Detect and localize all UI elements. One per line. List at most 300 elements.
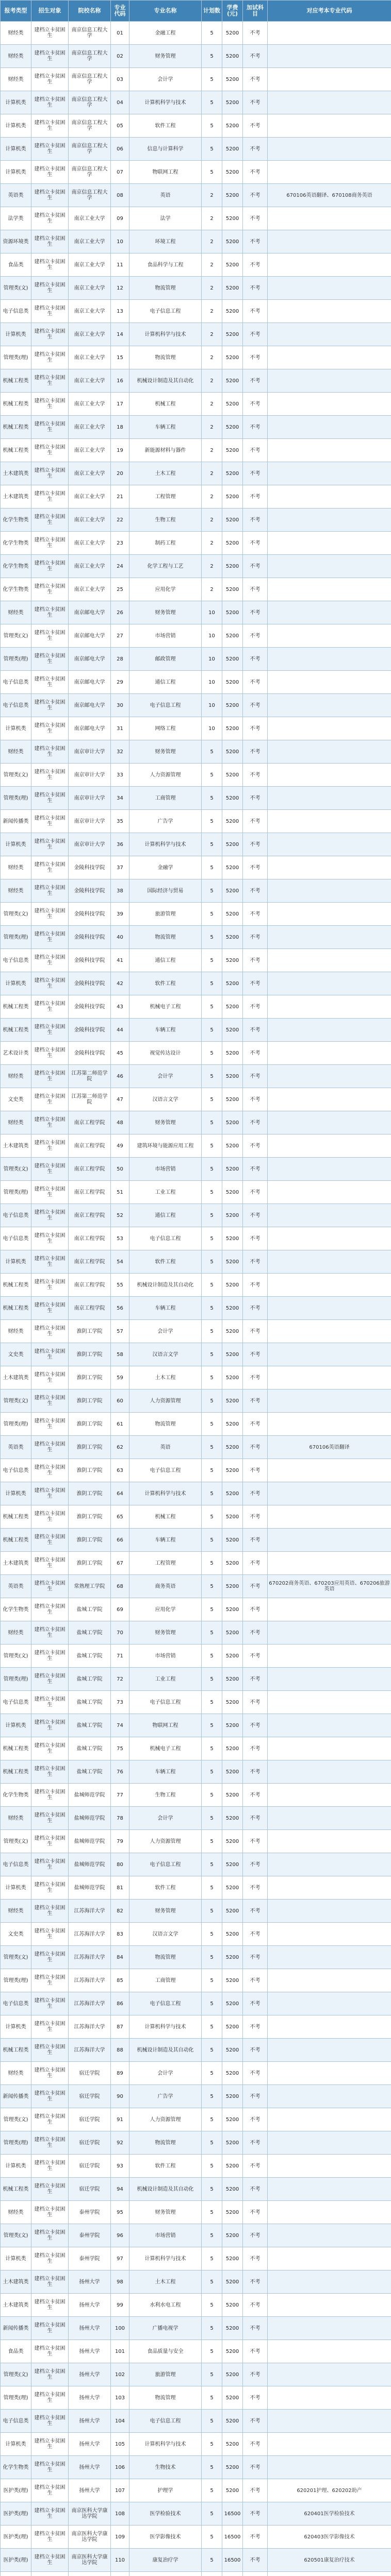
cell-category: 计算机类 (1, 717, 31, 740)
cell-category: 化学生物类 (1, 578, 31, 601)
cell-exam: 不考 (243, 1389, 268, 1413)
cell-tuition: 5200 (222, 2456, 243, 2479)
cell-exam: 不考 (243, 2224, 268, 2247)
table-row (1, 1204, 391, 1227)
cell-tuition: 5200 (222, 717, 243, 740)
cell-plan: 5 (202, 1575, 222, 1598)
cell-major-name: 会计学 (129, 2062, 202, 2085)
cell-tuition: 5200 (222, 2433, 243, 2456)
cell-major-name: 物流管理 (129, 2131, 202, 2155)
cell-tuition: 5200 (222, 300, 243, 323)
cell-major-code: 10 (111, 230, 129, 253)
table-row (1, 2270, 391, 2294)
cell-major-name: 网络工程 (129, 717, 202, 740)
cell-major-code: 05 (111, 114, 129, 138)
cell-major-name: 车辆工程 (129, 1297, 202, 1320)
cell-plan: 2 (202, 323, 222, 346)
table-row (1, 2410, 391, 2433)
cell-major-code: 110 (111, 2549, 129, 2572)
cell-exam-code (268, 2015, 391, 2039)
cell-target: 建档立卡贫困生 (31, 2433, 69, 2456)
cell-major-code: 34 (111, 787, 129, 810)
cell-school: 扬州大学 (69, 2456, 111, 2479)
cell-school: 淮阴工学院 (69, 1320, 111, 1343)
cell-target: 建档立卡贫困生 (31, 926, 69, 949)
cell-exam: 不考 (243, 1158, 268, 1181)
cell-major-name: 工商管理 (129, 1969, 202, 1992)
cell-major-code: 66 (111, 1529, 129, 1552)
table-row (1, 323, 391, 346)
cell-target: 建档立卡贫困生 (31, 91, 69, 114)
cell-school: 南京工程学院 (69, 1250, 111, 1274)
cell-exam: 不考 (243, 1830, 268, 1853)
cell-school: 淮阴工学院 (69, 1459, 111, 1482)
cell-plan: 2 (202, 578, 222, 601)
cell-major-name: 人力资源管理 (129, 1389, 202, 1413)
cell-exam: 不考 (243, 949, 268, 972)
cell-school: 江苏海洋大学 (69, 1969, 111, 1992)
cell-school: 盐城工学院 (69, 1737, 111, 1760)
cell-exam: 不考 (243, 1807, 268, 1830)
cell-major-code: 79 (111, 1830, 129, 1853)
cell-target: 建档立卡贫困生 (31, 22, 69, 45)
cell-category: 电子信息类 (1, 300, 31, 323)
table-row (1, 2201, 391, 2224)
cell-plan: 2 (202, 439, 222, 462)
table-row (1, 1552, 391, 1575)
cell-major-code: 23 (111, 532, 129, 555)
cell-exam-code (268, 903, 391, 926)
cell-major-code: 13 (111, 300, 129, 323)
cell-major-code: 106 (111, 2456, 129, 2479)
cell-category: 机械工程类 (1, 1760, 31, 1784)
cell-exam: 不考 (243, 1737, 268, 1760)
cell-category: 医护类(理) (1, 2526, 31, 2549)
cell-major-name: 市场营销 (129, 1645, 202, 1668)
cell-target: 建档立卡贫困生 (31, 1575, 69, 1598)
cell-plan: 5 (202, 879, 222, 903)
cell-plan (202, 2572, 222, 2576)
cell-major-code: 03 (111, 68, 129, 91)
cell-target: 建档立卡贫困生 (31, 1552, 69, 1575)
cell-tuition: 5200 (222, 648, 243, 671)
cell-school: 南京工程学院 (69, 1227, 111, 1250)
table-row (1, 995, 391, 1019)
cell-exam: 不考 (243, 1575, 268, 1598)
cell-target: 建档立卡贫困生 (31, 1946, 69, 1969)
cell-plan: 5 (202, 1668, 222, 1691)
cell-major-code: 104 (111, 2410, 129, 2433)
table-row (1, 161, 391, 184)
cell-school: 江苏海洋大学 (69, 2015, 111, 2039)
cell-tuition: 5200 (222, 1876, 243, 1900)
cell-plan: 5 (202, 2317, 222, 2340)
cell-exam-code (268, 1250, 391, 1274)
cell-plan: 2 (202, 416, 222, 439)
cell-school: 宿迁学院 (69, 2178, 111, 2201)
table-row (1, 1575, 391, 1598)
cell-target: 建档立卡贫困生 (31, 740, 69, 764)
cell-plan: 5 (202, 2155, 222, 2178)
cell-major-code: 55 (111, 1274, 129, 1297)
cell-plan: 2 (202, 207, 222, 230)
cell-target: 建档立卡贫困生 (31, 1088, 69, 1111)
cell-category: 管理类(文) (1, 1645, 31, 1668)
table-row (1, 2108, 391, 2131)
cell-target: 建档立卡贫困生 (31, 671, 69, 694)
cell-major-name: 财务管理 (129, 2201, 202, 2224)
cell-major-code: 38 (111, 879, 129, 903)
cell-major-code: 50 (111, 1158, 129, 1181)
cell-plan: 10 (202, 671, 222, 694)
cell-exam: 不考 (243, 555, 268, 578)
cell-major-code: 63 (111, 1459, 129, 1482)
cell-target: 建档立卡贫困生 (31, 2479, 69, 2502)
cell-major-code: 101 (111, 2340, 129, 2363)
cell-target: 建档立卡贫困生 (31, 717, 69, 740)
cell-major-code: 81 (111, 1876, 129, 1900)
cell-plan: 5 (202, 903, 222, 926)
cell-exam-code (268, 114, 391, 138)
cell-target: 建档立卡贫困生 (31, 462, 69, 485)
cell-major-name: 物流管理 (129, 1413, 202, 1436)
cell-tuition: 16500 (222, 2549, 243, 2572)
cell-exam-code (268, 1552, 391, 1575)
table-row (1, 2178, 391, 2201)
cell-target: 建档立卡贫困生 (31, 2178, 69, 2201)
cell-major-code: 88 (111, 2039, 129, 2062)
table-row (1, 1250, 391, 1274)
cell-plan: 5 (202, 949, 222, 972)
cell-major-name: 食品质量与安全 (129, 2340, 202, 2363)
cell-tuition: 5200 (222, 1088, 243, 1111)
cell-plan: 5 (202, 2062, 222, 2085)
cell-plan: 5 (202, 1830, 222, 1853)
header-school: 院校名称 (69, 1, 111, 22)
cell-school: 泰州学院 (69, 2224, 111, 2247)
cell-major-code: 17 (111, 393, 129, 416)
cell-tuition: 5200 (222, 2294, 243, 2317)
cell-major-name: 康复治疗学 (129, 2549, 202, 2572)
cell-exam-code (268, 1830, 391, 1853)
cell-plan: 5 (202, 1389, 222, 1413)
cell-plan: 5 (202, 1900, 222, 1923)
table-row (1, 1969, 391, 1992)
cell-tuition: 5200 (222, 1459, 243, 1482)
cell-school: 盐城师范学院 (69, 1830, 111, 1853)
table-row (1, 2479, 391, 2502)
cell-exam-code (268, 2433, 391, 2456)
cell-school: 南京医科大学康达学院 (69, 2526, 111, 2549)
cell-tuition: 5200 (222, 1529, 243, 1552)
table-row (1, 1227, 391, 1250)
table-row (1, 114, 391, 138)
cell-exam: 不考 (243, 532, 268, 555)
cell-category: 计算机类 (1, 91, 31, 114)
cell-plan: 10 (202, 694, 222, 717)
cell-exam: 不考 (243, 1505, 268, 1529)
cell-major-name: 财务管理 (129, 740, 202, 764)
cell-category: 机械工程类 (1, 1529, 31, 1552)
cell-target: 建档立卡贫困生 (31, 1320, 69, 1343)
cell-major-name: 计算机科学与技术 (129, 2433, 202, 2456)
table-row (1, 2526, 391, 2549)
cell-exam: 不考 (243, 578, 268, 601)
cell-target: 建档立卡贫困生 (31, 1413, 69, 1436)
cell-school: 盐城工学院 (69, 1668, 111, 1691)
cell-school: 南京邮电大学 (69, 601, 111, 624)
cell-major-code: 45 (111, 1042, 129, 1065)
cell-category: 土木建筑类 (1, 485, 31, 509)
cell-category: 机械工程类 (1, 1505, 31, 1529)
cell-school: 淮阴工学院 (69, 1505, 111, 1529)
cell-major-name: 制药工程 (129, 532, 202, 555)
cell-target: 建档立卡贫困生 (31, 879, 69, 903)
cell-exam: 不考 (243, 671, 268, 694)
cell-exam: 不考 (243, 2155, 268, 2178)
cell-exam: 不考 (243, 1482, 268, 1505)
cell-exam: 不考 (243, 509, 268, 532)
cell-exam-code (268, 2155, 391, 2178)
cell-major-name: 工业工程 (129, 1668, 202, 1691)
cell-target: 建档立卡贫困生 (31, 45, 69, 68)
cell-category: 财经类 (1, 2062, 31, 2085)
cell-school: 盐城工学院 (69, 1598, 111, 1621)
cell-major-name: 广告学 (129, 810, 202, 833)
cell-category: 计算机类 (1, 114, 31, 138)
cell-major-name: 财务管理 (129, 45, 202, 68)
cell-category: 电子信息类 (1, 949, 31, 972)
cell-major-name: 护理学 (129, 2479, 202, 2502)
cell-category: 管理类(文) (1, 1158, 31, 1181)
cell-plan: 5 (202, 2363, 222, 2386)
cell-tuition: 5200 (222, 1181, 243, 1204)
table-row (1, 1297, 391, 1320)
cell-major-name: 计算机科学与技术 (129, 2015, 202, 2039)
cell-exam-code (268, 1784, 391, 1807)
cell-major-name: 生物技术 (129, 2456, 202, 2479)
cell-exam: 不考 (243, 764, 268, 787)
cell-major-code: 27 (111, 624, 129, 648)
cell-plan: 5 (202, 2085, 222, 2108)
cell-major-name: 软件工程 (129, 1876, 202, 1900)
cell-tuition: 5200 (222, 207, 243, 230)
cell-major-code: 43 (111, 995, 129, 1019)
cell-category: 财经类 (1, 1807, 31, 1830)
cell-exam: 不考 (243, 2386, 268, 2410)
cell-target: 建档立卡贫困生 (31, 2456, 69, 2479)
cell-target: 建档立卡贫困生 (31, 2386, 69, 2410)
cell-school: 南京审计大学 (69, 764, 111, 787)
cell-target: 建档立卡贫困生 (31, 1714, 69, 1737)
cell-target: 建档立卡贫困生 (31, 1807, 69, 1830)
cell-tuition: 5200 (222, 578, 243, 601)
cell-target: 建档立卡贫困生 (31, 277, 69, 300)
cell-school: 南京医科大学康达学院 (69, 2549, 111, 2572)
cell-school: 淮阴工学院 (69, 1482, 111, 1505)
table-row (1, 1807, 391, 1830)
cell-exam: 不考 (243, 1065, 268, 1088)
cell-major-name: 工业工程 (129, 1181, 202, 1204)
cell-exam: 不考 (243, 2039, 268, 2062)
table-row (1, 2015, 391, 2039)
cell-major-code: 36 (111, 833, 129, 856)
cell-category: 电子信息类 (1, 2410, 31, 2433)
cell-tuition: 5200 (222, 1923, 243, 1946)
cell-plan: 5 (202, 2224, 222, 2247)
cell-exam: 不考 (243, 2131, 268, 2155)
cell-tuition: 5200 (222, 1274, 243, 1297)
cell-major-name: 应用化学 (129, 1598, 202, 1621)
cell-category: 医护类(理) (1, 2502, 31, 2526)
cell-exam: 不考 (243, 22, 268, 45)
cell-school: 南京工业大学 (69, 485, 111, 509)
cell-school: 盐城师范学院 (69, 1876, 111, 1900)
cell-target: 建档立卡贫困生 (31, 856, 69, 879)
cell-major-code: 103 (111, 2386, 129, 2410)
cell-exam-code (268, 2410, 391, 2433)
cell-category: 计算机类 (1, 2015, 31, 2039)
cell-exam: 不考 (243, 1227, 268, 1250)
cell-tuition: 5200 (222, 161, 243, 184)
cell-category: 机械工程类 (1, 439, 31, 462)
table-header-row (1, 1, 391, 22)
cell-major-name: 机械设计制造及其自动化 (129, 2039, 202, 2062)
cell-plan: 5 (202, 1227, 222, 1250)
cell-target: 建档立卡贫困生 (31, 509, 69, 532)
cell-tuition: 5200 (222, 2131, 243, 2155)
cell-exam-code (268, 2270, 391, 2294)
cell-tuition: 5200 (222, 1297, 243, 1320)
cell-plan: 5 (202, 2549, 222, 2572)
cell-plan: 5 (202, 45, 222, 68)
cell-exam-code (268, 1529, 391, 1552)
cell-tuition: 5200 (222, 1158, 243, 1181)
cell-school: 淮阴工学院 (69, 1529, 111, 1552)
cell-exam: 不考 (243, 1181, 268, 1204)
cell-school: 南京工业大学 (69, 253, 111, 277)
cell-major-code: 21 (111, 485, 129, 509)
cell-exam-code (268, 1204, 391, 1227)
cell-school: 南京工业大学 (69, 207, 111, 230)
cell-tuition: 5200 (222, 694, 243, 717)
cell-exam-code (268, 300, 391, 323)
cell-exam: 不考 (243, 1529, 268, 1552)
cell-plan: 2 (202, 253, 222, 277)
cell-exam: 不考 (243, 45, 268, 68)
table-row (1, 2155, 391, 2178)
cell-major-code: 53 (111, 1227, 129, 1250)
cell-plan: 2 (202, 532, 222, 555)
cell-category: 计算机类 (1, 2433, 31, 2456)
cell-exam: 不考 (243, 1760, 268, 1784)
cell-school: 金陵科技学院 (69, 995, 111, 1019)
cell-target: 建档立卡贫困生 (31, 949, 69, 972)
cell-major-name: 计算机科学与技术 (129, 2247, 202, 2270)
cell-category: 机械工程类 (1, 1019, 31, 1042)
cell-exam: 不考 (243, 1320, 268, 1343)
cell-exam-code (268, 1598, 391, 1621)
cell-major-code: 97 (111, 2247, 129, 2270)
cell-exam: 不考 (243, 833, 268, 856)
cell-major-name: 广告学 (129, 2085, 202, 2108)
cell-exam-code (268, 601, 391, 624)
cell-tuition: 5200 (222, 1853, 243, 1876)
cell-category: 食品类 (1, 2340, 31, 2363)
cell-exam-code (268, 1088, 391, 1111)
table-row (1, 1320, 391, 1343)
cell-tuition: 5200 (222, 253, 243, 277)
cell-major-name: 软件工程 (129, 1250, 202, 1274)
cell-major-code: 108 (111, 2502, 129, 2526)
cell-major-name: 市场营销 (129, 624, 202, 648)
cell-school: 南京工业大学 (69, 393, 111, 416)
cell-target: 建档立卡贫困生 (31, 1737, 69, 1760)
table-row (1, 671, 391, 694)
cell-school: 南京邮电大学 (69, 648, 111, 671)
cell-major-code: 82 (111, 1900, 129, 1923)
cell-target: 建档立卡贫困生 (31, 833, 69, 856)
cell-plan: 5 (202, 810, 222, 833)
table-row (1, 624, 391, 648)
table-row (1, 1691, 391, 1714)
cell-exam: 不考 (243, 787, 268, 810)
cell-major-name: 土木工程 (129, 462, 202, 485)
cell-target: 建档立卡贫困生 (31, 648, 69, 671)
cell-target: 建档立卡贫困生 (31, 1065, 69, 1088)
cell-exam-code (268, 2178, 391, 2201)
cell-exam-code (268, 694, 391, 717)
cell-major-code: 90 (111, 2085, 129, 2108)
cell-major-code: 109 (111, 2526, 129, 2549)
cell-exam: 不考 (243, 1297, 268, 1320)
cell-plan: 5 (202, 2479, 222, 2502)
cell-exam: 不考 (243, 2549, 268, 2572)
cell-plan: 5 (202, 2433, 222, 2456)
cell-major-name: 水利水电工程 (129, 2294, 202, 2317)
cell-target: 建档立卡贫困生 (31, 1992, 69, 2015)
cell-target: 建档立卡贫困生 (31, 1505, 69, 1529)
cell-major-code: 67 (111, 1552, 129, 1575)
cell-exam: 不考 (243, 2178, 268, 2201)
cell-tuition: 5200 (222, 671, 243, 694)
cell-tuition: 5200 (222, 369, 243, 393)
cell-tuition: 5200 (222, 1111, 243, 1134)
table-row (1, 1181, 391, 1204)
cell-category: 管理类(文) (1, 1830, 31, 1853)
cell-major-name: 财务管理 (129, 1621, 202, 1645)
cell-exam-code (268, 1946, 391, 1969)
cell-plan: 5 (202, 1482, 222, 1505)
cell-exam-code (268, 1366, 391, 1389)
cell-exam-code (268, 2247, 391, 2270)
cell-exam: 不考 (243, 2502, 268, 2526)
cell-target: 建档立卡贫困生 (31, 1691, 69, 1714)
cell-tuition: 5200 (222, 764, 243, 787)
cell-major-name: 物流管理 (129, 277, 202, 300)
cell-major-code: 18 (111, 416, 129, 439)
cell-plan: 5 (202, 740, 222, 764)
cell-target: 建档立卡贫困生 (31, 1900, 69, 1923)
table-row (1, 1992, 391, 2015)
cell-exam: 不考 (243, 694, 268, 717)
cell-major-name: 汉语言文学 (129, 1923, 202, 1946)
cell-major-code: 75 (111, 1737, 129, 1760)
cell-exam-code (268, 2131, 391, 2155)
cell-tuition: 5200 (222, 2062, 243, 2085)
cell-exam-code (268, 717, 391, 740)
cell-target: 建档立卡贫困生 (31, 1343, 69, 1366)
